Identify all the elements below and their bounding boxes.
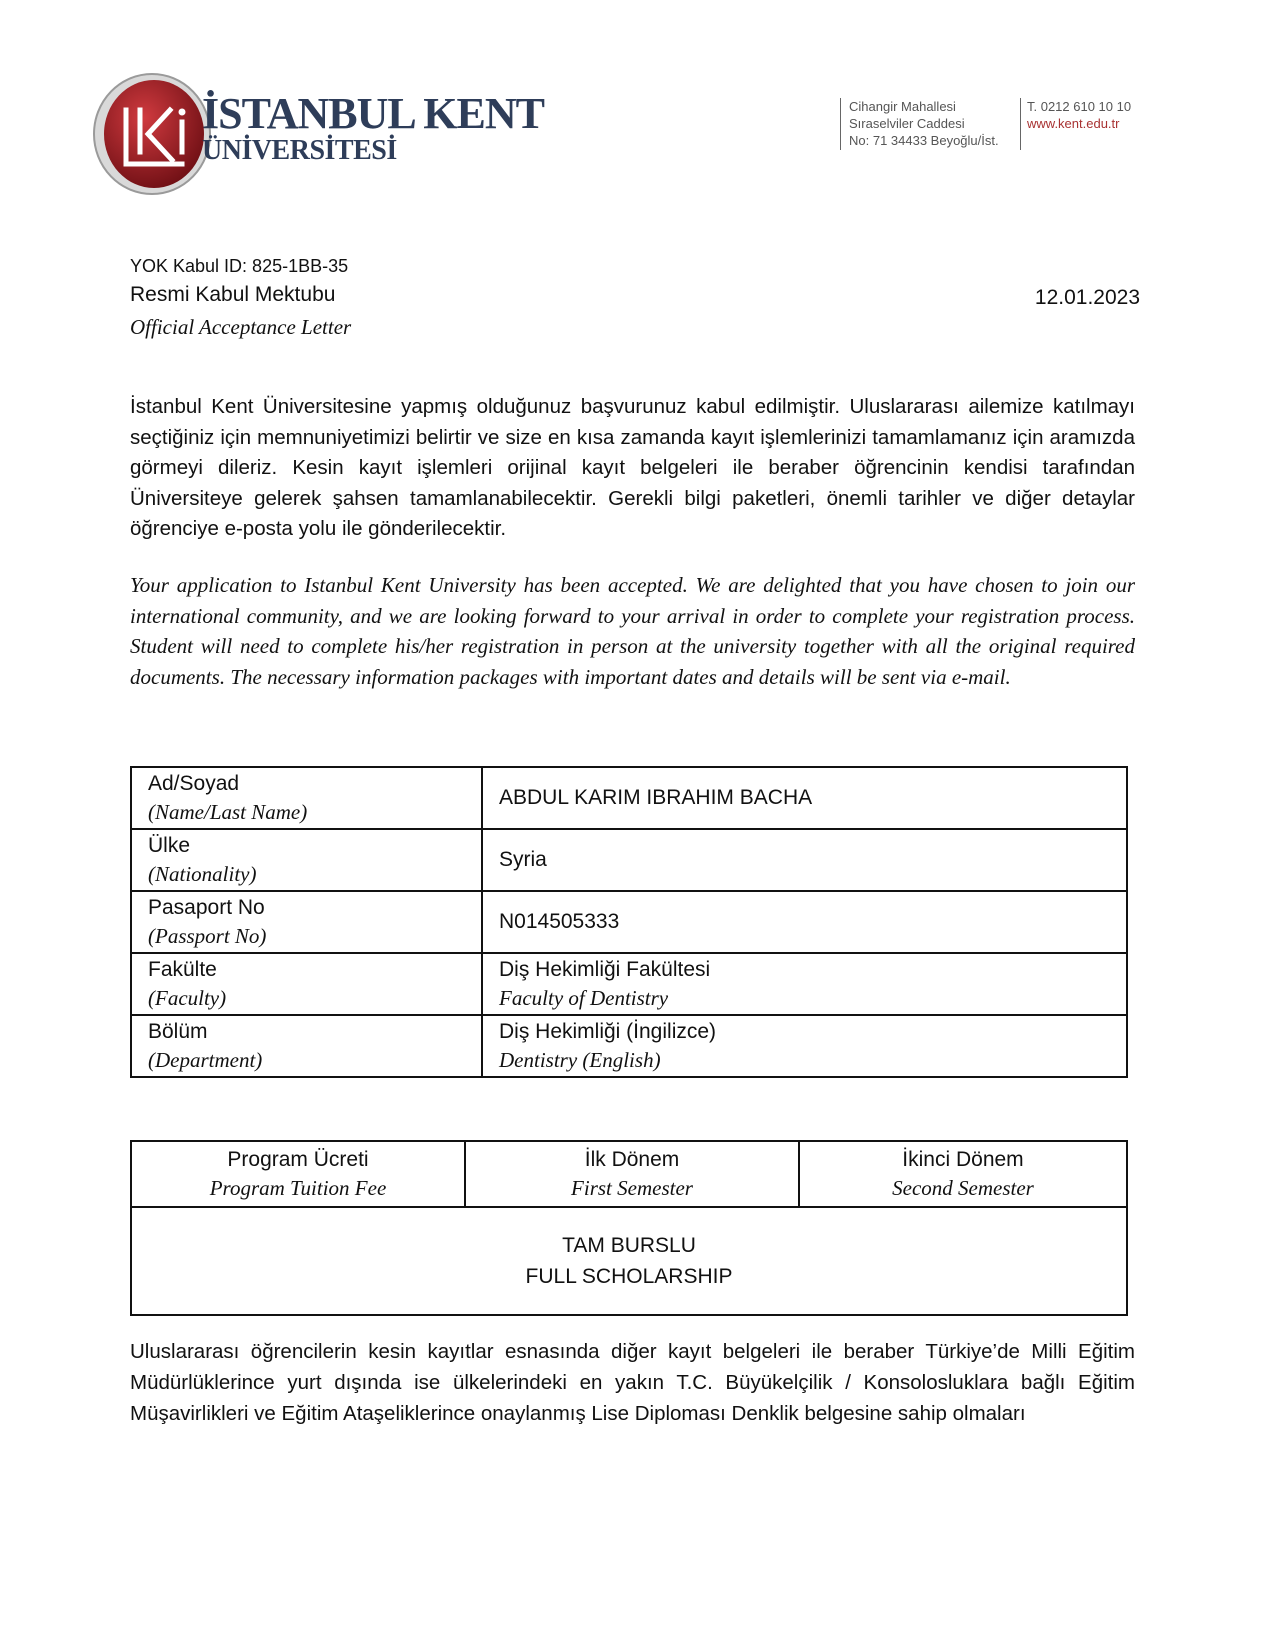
field-label-cell (131, 953, 482, 1015)
letter-heading (130, 256, 1140, 340)
student-name-value: ABDUL KARIM IBRAHIM BACHA (499, 786, 813, 809)
acceptance-paragraph-en: Your application to Istanbul Kent University has been accepted. We are delighted that you have chosen to join our international community, and we are looking forward to your arrival in order to complete your registration process. Student will need to complete his/her registration in person at the university together with all the original required documents. The necessary information packages with important dates and details will be sent via e-mail. (130, 573, 1135, 689)
field-value-cell (482, 891, 1127, 953)
table-row (131, 953, 1127, 1015)
table-row (131, 829, 1127, 891)
website-link[interactable]: www.kent.edu.tr (1027, 116, 1120, 131)
letter-date: 12.01.2023 (1034, 286, 1140, 309)
header-label: İlk Dönem (584, 1148, 680, 1171)
field-label-en: (Nationality) (148, 862, 257, 886)
field-value-cell (482, 953, 1127, 1015)
logo-name-line2: ÜNİVERSİTESİ (202, 135, 397, 166)
scholarship-cell (131, 1207, 1127, 1315)
field-label-en: (Name/Last Name) (148, 800, 308, 824)
address-line: No: 71 34433 Beyoğlu/İst. (849, 133, 999, 148)
address-block (840, 98, 999, 150)
table-row (131, 767, 1127, 829)
faculty-value: Diş Hekimliği Fakültesi (499, 958, 711, 981)
letter-title-tr: Resmi Kabul Mektubu (130, 283, 336, 306)
yok-acceptance-id: YOK Kabul ID: 825-1BB-35 (130, 256, 349, 276)
field-label: Pasaport No (148, 896, 265, 919)
address-line: Cihangir Mahallesi (849, 99, 956, 114)
contact-block (1020, 98, 1131, 150)
table-row (131, 1015, 1127, 1077)
tuition-fee-table (130, 1140, 1128, 1316)
table-header-row (131, 1141, 1127, 1207)
field-label-cell (131, 1015, 482, 1077)
field-label: Fakülte (148, 958, 217, 981)
field-label: Bölüm (148, 1020, 208, 1043)
field-value-cell (482, 767, 1127, 829)
header-label-en: Program Tuition Fee (209, 1176, 387, 1200)
field-label: Ülke (148, 834, 191, 857)
field-value-cell (482, 1015, 1127, 1077)
passport-number-value: N014505333 (499, 910, 620, 933)
field-label: Ad/Soyad (148, 772, 240, 795)
field-label-cell (131, 829, 482, 891)
scholarship-status-tr: TAM BURSLU (562, 1234, 696, 1257)
scholarship-status-en: FULL SCHOLARSHIP (525, 1265, 733, 1288)
acceptance-paragraph-tr: İstanbul Kent Üniversitesine yapmış olduğunuz başvurunuz kabul edilmiştir. Uluslararası ailemize katılmayı seçtiğiniz için memnuniyetimizi belirtir ve size en kısa zamanda kayıt işlemlerinizi tamamlamanız için aramızda görmeyi dileriz. Kesin kayıt işlemleri orijinal kayıt belgeleri ile beraber öğrencinin kendisi tarafından Üniversiteye gelerek şahsen tamamlanabilecektir. Gerekli bilgi paketleri, önemli tarihler ve diğer detaylar öğrenciye e-posta yolu ile gönderilecektir. (130, 395, 1135, 540)
address-line: Sıraselviler Caddesi (849, 116, 965, 131)
table-row (131, 1207, 1127, 1315)
nationality-value: Syria (499, 848, 547, 871)
student-info-table (130, 766, 1128, 1078)
requirements-paragraph: Uluslararası öğrencilerin kesin kayıtlar esnasında diğer kayıt belgeleri ile beraber Türkiye’de Milli Eğitim Müdürlüklerince yurt dışında ise ülkelerindeki en yakın T.C. Büyükelçilik / Konsolosluklara bağlı Eğitim Müşavirlikleri ve Eğitim Ataşeliklerince onaylanmış Lise Diploması Denklik belgesine sahip olmaları (130, 1340, 1135, 1425)
header-cell (131, 1141, 465, 1207)
department-value: Diş Hekimliği (İngilizce) (499, 1020, 717, 1043)
header-label: Program Ücreti (227, 1148, 369, 1171)
field-value-cell (482, 829, 1127, 891)
field-label-cell (131, 891, 482, 953)
field-label-en: (Passport No) (148, 924, 267, 948)
field-label-en: (Faculty) (148, 986, 227, 1010)
table-row (131, 891, 1127, 953)
department-value-en: Dentistry (English) (499, 1048, 661, 1072)
university-logo (92, 72, 544, 202)
header-label: İkinci Dönem (902, 1148, 1024, 1171)
header-cell (799, 1141, 1127, 1207)
header-label-en: Second Semester (892, 1176, 1034, 1200)
faculty-value-en: Faculty of Dentistry (499, 986, 669, 1010)
field-label-en: (Department) (148, 1048, 263, 1072)
header-cell (465, 1141, 799, 1207)
logo-name-line1: İSTANBUL KENT (202, 89, 544, 138)
letter-title-en: Official Acceptance Letter (130, 315, 352, 339)
header-label-en: First Semester (571, 1176, 693, 1200)
phone-number: T. 0212 610 10 10 (1027, 99, 1132, 114)
field-label-cell (131, 767, 482, 829)
university-emblem-icon (92, 72, 218, 198)
